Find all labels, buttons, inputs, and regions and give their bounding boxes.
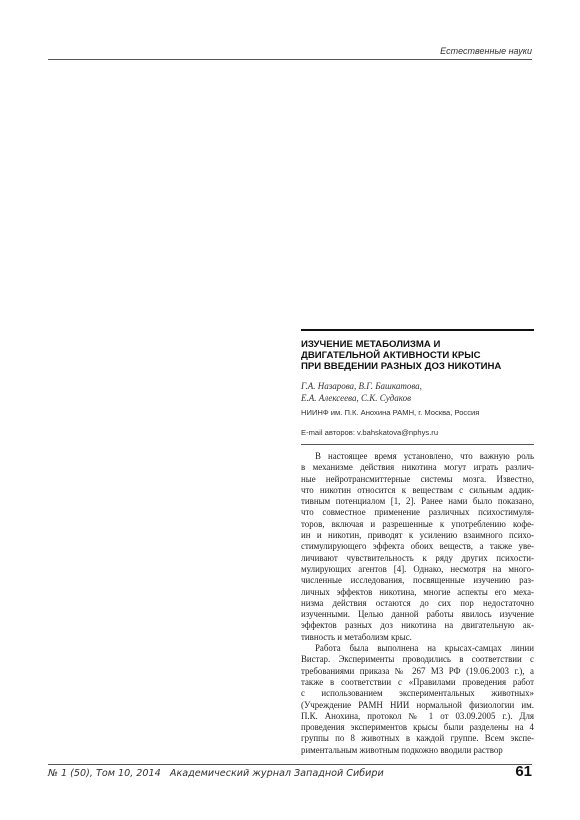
body-line: группы по 8 животных в каждой группе. Всем экспе- <box>301 733 534 744</box>
body-line: мулирующих агентов [4]. Однако, несмотря на много- <box>301 563 534 574</box>
body-line: ин и никотин, приводят к усилению взаимного психо- <box>301 530 534 541</box>
body-line: в механизме действия никотина могут играть различ- <box>301 462 534 473</box>
body-line: стимулирующего эффекта обоих веществ, а также уве- <box>301 541 534 552</box>
body-line: также в соответствии с «Правилами проведения работ <box>301 676 534 687</box>
body-line: требованиями приказа № 267 МЗ РФ (19.06.2003 г.), а <box>301 665 534 676</box>
title-line: ИЗУЧЕНИЕ МЕТАБОЛИЗМА И <box>301 339 441 350</box>
body-line: численные исследования, посвященные изучению раз- <box>301 575 534 586</box>
page-number: 61 <box>515 763 532 780</box>
header-divider <box>48 59 532 60</box>
title-line: ДВИГАТЕЛЬНОЙ АКТИВНОСТИ КРЫС <box>301 350 481 361</box>
body-line: с использованием экспериментальных животных» <box>301 688 534 699</box>
footer-citation <box>48 768 384 779</box>
body-line: тивным потенциалом [1, 2]. Ранее нами было показано, <box>301 496 534 507</box>
body-line: личных эффектов никотина, многие аспекты его меха- <box>301 586 534 597</box>
article-authors <box>301 381 534 404</box>
article-body <box>301 451 534 756</box>
article-title <box>301 339 534 372</box>
running-header-section: Естественные науки <box>440 46 532 56</box>
body-line: ные нейротрансмиттерные системы мозга. Известно, <box>301 473 534 484</box>
body-line: эффектов разных доз никотина на двигательную ак- <box>301 620 534 631</box>
abstract-divider <box>301 444 534 445</box>
footer-journal: Академический журнал Западной Сибири <box>169 768 384 779</box>
body-line: Вистар. Эксперименты проводились в соответствии с <box>301 654 534 665</box>
body-line: что совместное применение различных психостимуля- <box>301 507 534 518</box>
body-line: изученными. Целью данной работы явилось изучение <box>301 609 534 620</box>
body-line: Работа была выполнена на крысах-самцах линии <box>315 643 534 654</box>
article-affiliation: НИИНФ им. П.К. Анохина РАМН, г. Москва, Россия <box>301 408 480 417</box>
body-line: что никотин относится к веществам с сильным аддик- <box>301 484 534 495</box>
body-line: проведения экспериментов крысы были разделены на 4 <box>301 722 534 733</box>
footer-divider <box>48 764 532 765</box>
body-line: риментальным животным подкожно вводили раствор <box>301 744 503 755</box>
footer-issue: № 1 (50), Том 10, 2014 <box>48 768 161 779</box>
author-line: Г.А. Назарова, В.Г. Башкатова, <box>301 381 422 391</box>
body-line: низма действия остаются до сих пор недостаточно <box>301 597 534 608</box>
body-line: (Учреждение РАМН НИИ нормальной физиологии им. <box>301 699 534 710</box>
title-line: ПРИ ВВЕДЕНИИ РАЗНЫХ ДОЗ НИКОТИНА <box>301 361 502 372</box>
body-line: личивают чувствительность к ряду других психости- <box>301 552 534 563</box>
author-email: E-mail авторов: v.bahskatova@nphys.ru <box>301 428 439 437</box>
body-line: П.К. Анохина, протокол № 1 от 03.09.2005 г.). Для <box>301 710 534 721</box>
author-line: Е.А. Алексеева, С.К. Судаков <box>301 392 411 403</box>
body-line: В настоящее время установлено, что важную роль <box>315 451 534 461</box>
body-line: тивность и метаболизм крыс. <box>301 631 412 642</box>
title-top-rule <box>301 329 534 331</box>
body-line: торов, включая и разрешенные к употреблению кофе- <box>301 518 534 529</box>
